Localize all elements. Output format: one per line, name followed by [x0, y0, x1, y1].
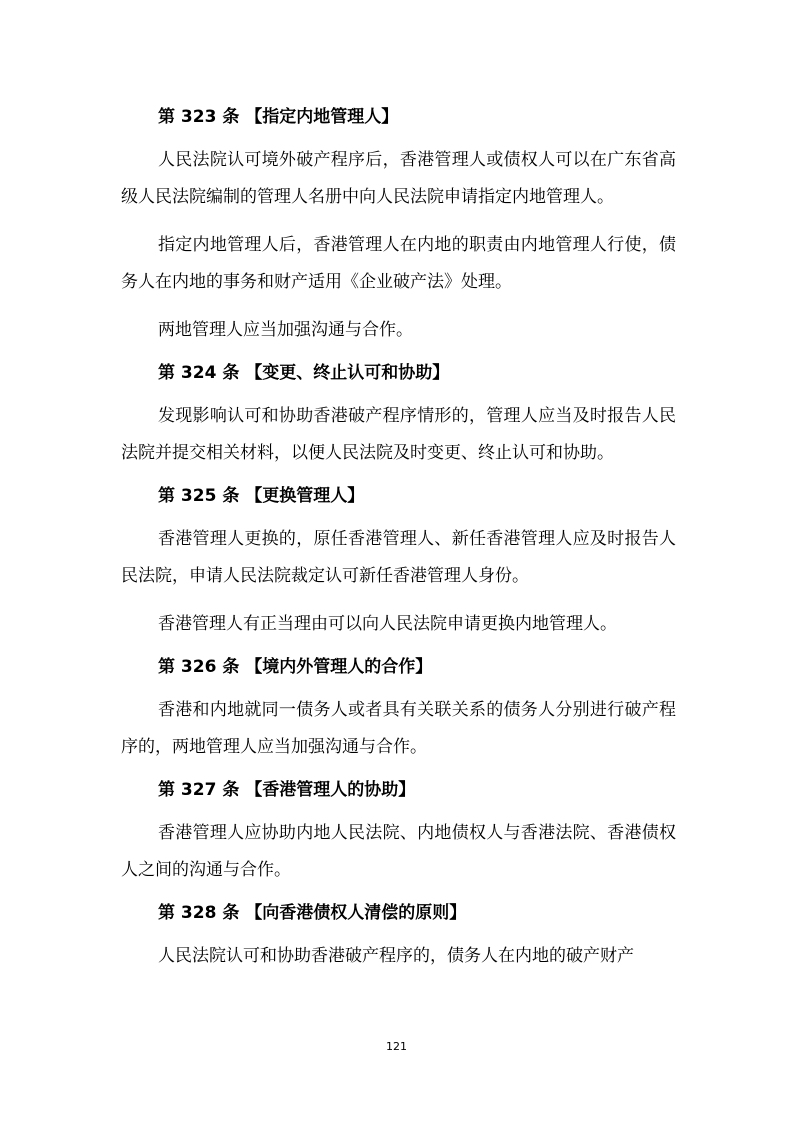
article-323	[121, 104, 676, 349]
article-heading: 第 328 条 【向香港债权人清偿的原则】	[158, 903, 467, 923]
page-number: 121	[386, 1040, 407, 1053]
article-heading: 第 325 条 【更换管理人】	[158, 486, 365, 506]
article-324	[121, 360, 676, 472]
article-heading: 第 324 条 【变更、终止认可和协助】	[158, 363, 450, 383]
article-heading: 第 323 条 【指定内地管理人】	[158, 107, 399, 127]
paragraph: 香港管理人有正当理由可以向人民法院申请更换内地管理人。	[158, 614, 617, 634]
article-326	[121, 654, 676, 766]
paragraph: 人民法院认可境外破产程序后，香港管理人或债权人可以在广东省高级人民法院编制的管理人名册中向人民法院申请指定内地管理人。	[121, 150, 676, 207]
paragraph: 香港和内地就同一债务人或者具有关联关系的债务人分别进行破产程序的，两地管理人应当加强沟通与合作。	[121, 700, 676, 757]
paragraph: 两地管理人应当加强沟通与合作。	[158, 320, 413, 340]
article-heading: 第 327 条 【香港管理人的协助】	[158, 780, 416, 800]
article-328	[121, 900, 676, 975]
paragraph: 人民法院认可和协助香港破产程序的，债务人在内地的破产财产	[158, 946, 634, 966]
article-325	[121, 483, 676, 643]
article-327	[121, 777, 676, 889]
paragraph: 香港管理人更换的，原任香港管理人、新任香港管理人应及时报告人民法院，申请人民法院裁定认可新任香港管理人身份。	[121, 529, 676, 586]
document-body	[121, 104, 676, 986]
paragraph: 发现影响认可和协助香港破产程序情形的，管理人应当及时报告人民法院并提交相关材料，以便人民法院及时变更、终止认可和协助。	[121, 406, 676, 463]
paragraph: 指定内地管理人后，香港管理人在内地的职责由内地管理人行使，债务人在内地的事务和财产适用《企业破产法》处理。	[121, 235, 676, 292]
article-heading: 第 326 条 【境内外管理人的合作】	[158, 657, 433, 677]
paragraph: 香港管理人应协助内地人民法院、内地债权人与香港法院、香港债权人之间的沟通与合作。	[121, 823, 676, 880]
